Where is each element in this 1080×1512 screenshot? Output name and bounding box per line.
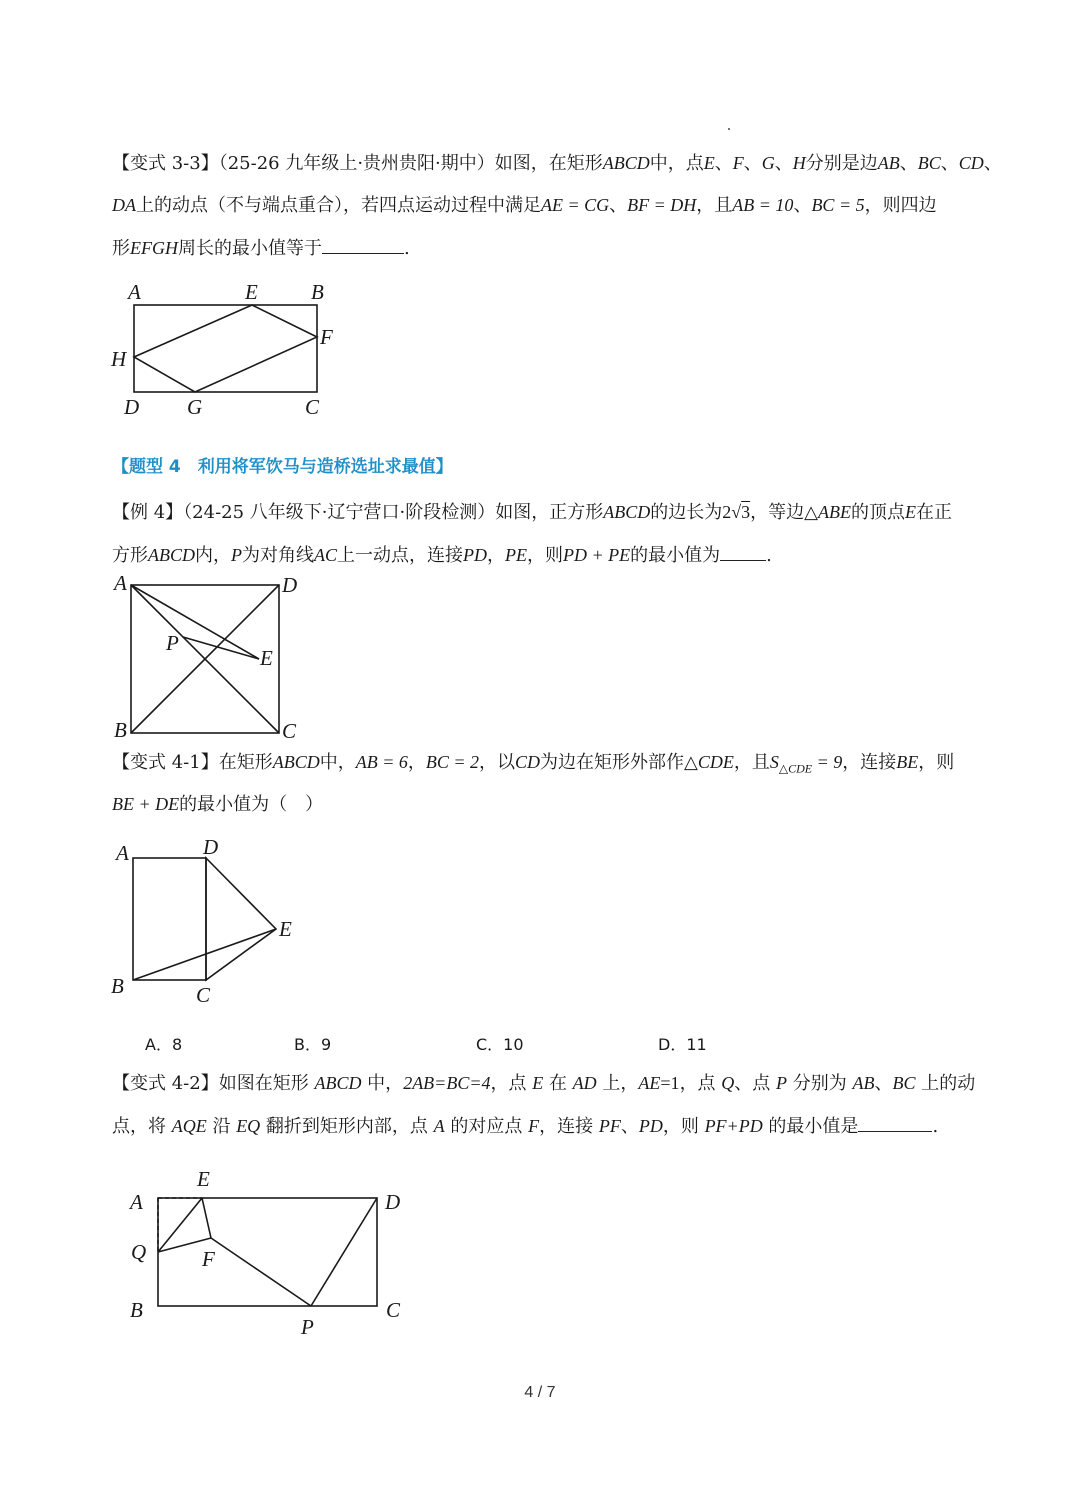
option-a[interactable]: A．8: [145, 1035, 183, 1054]
problem-4-1-line-1: 【变式 4-1】在矩形ABCD中，AB = 6，BC = 2，以CD为边在矩形外部作△CDE，且$S_{\triangle CDE} = 9$，连接BE，则: [112, 752, 955, 776]
figure-rectangle-cde: [105, 836, 315, 1008]
label-c: C: [305, 395, 320, 419]
label-a: A: [128, 280, 141, 304]
label-a: A: [130, 1190, 143, 1214]
segment-pd: [311, 1198, 377, 1306]
figure-rectangle-efgh: [105, 278, 345, 420]
label-g: G: [187, 395, 203, 419]
figure-fold-rectangle: [115, 1160, 425, 1345]
problem-3-3-line-2: DA上的动点（不与端点重合），若四点运动过程中满足AE = CG、BF = DH，且AB = 10、BC = 5，则四边: [112, 195, 937, 216]
problem-3-3-line-1: 【变式 3-3】（25-26 九年级上·贵州贵阳·期中）如图，在矩形ABCD中，点E、F、G、H分别是边AB、BC、CD、: [112, 153, 1002, 174]
triangle-cde: [206, 858, 276, 980]
label-d: D: [385, 1190, 401, 1214]
label-d: D: [282, 573, 298, 597]
quadrilateral-efgh: [134, 305, 317, 392]
label-c: C: [386, 1298, 401, 1322]
label-b: B: [114, 718, 127, 742]
segment-ef: [202, 1198, 211, 1238]
label-e: E: [279, 917, 292, 941]
option-d[interactable]: D．11: [658, 1035, 707, 1054]
label-d: D: [124, 395, 140, 419]
problem-4-2-line-2: 点，将 AQE 沿 EQ 翻折到矩形内部，点 A 的对应点 F，连接 PF、PD，则 PF+PD 的最小值是 .: [112, 1116, 939, 1137]
option-c[interactable]: C．10: [476, 1035, 524, 1054]
label-d: D: [203, 835, 219, 859]
label-b: B: [130, 1298, 143, 1322]
label-c: C: [282, 719, 297, 743]
answer-options: [0, 1032, 1080, 1054]
label-e: E: [260, 646, 273, 670]
rectangle-abcd: [133, 858, 206, 980]
label-p: P: [301, 1315, 314, 1339]
label-c: C: [196, 983, 211, 1007]
option-b[interactable]: B．9: [294, 1035, 332, 1054]
label-f: F: [202, 1247, 215, 1271]
page-number: 4 / 7: [524, 1384, 556, 1401]
answer-blank: [858, 1115, 932, 1132]
label-q: Q: [131, 1240, 147, 1264]
label-a: A: [114, 571, 127, 595]
label-f: F: [320, 325, 333, 349]
segment-qe: [158, 1198, 202, 1252]
segment-fp: [211, 1238, 311, 1306]
segment-be: [133, 929, 276, 980]
label-a: A: [116, 841, 129, 865]
label-p: P: [166, 631, 179, 655]
label-b: B: [311, 280, 324, 304]
problem-4-1-line-2: BE + DE的最小值为（ ）: [112, 794, 324, 815]
label-e: E: [197, 1167, 210, 1191]
label-e: E: [245, 280, 258, 304]
example-4-line-1: 【例 4】（24-25 八年级下·辽宁营口·阶段检测）如图，正方形ABCD的边长为2√3，等边△ABE的顶点E在正: [112, 502, 952, 523]
example-4-line-2: 方形ABCD内，P为对角线AC上一动点，连接PD，PE，则PD + PE的最小值为 .: [112, 545, 772, 566]
stray-dot: [728, 128, 730, 130]
answer-blank: [720, 544, 766, 561]
label-h: H: [111, 347, 127, 371]
problem-4-2-line-1: 【变式 4-2】如图在矩形 ABCD 中，2AB=BC=4，点 E 在 AD 上，AE=1，点 Q、点 P 分别为 AB、BC 上的动: [112, 1073, 976, 1094]
figure-square-abcd: [105, 572, 315, 744]
problem-3-3-line-3: 形EFGH周长的最小值等于 .: [112, 238, 410, 259]
label-b: B: [111, 974, 124, 998]
section-title: 【题型 4 利用将军饮马与造桥选址求最值】: [112, 457, 453, 477]
answer-blank: [322, 237, 404, 254]
